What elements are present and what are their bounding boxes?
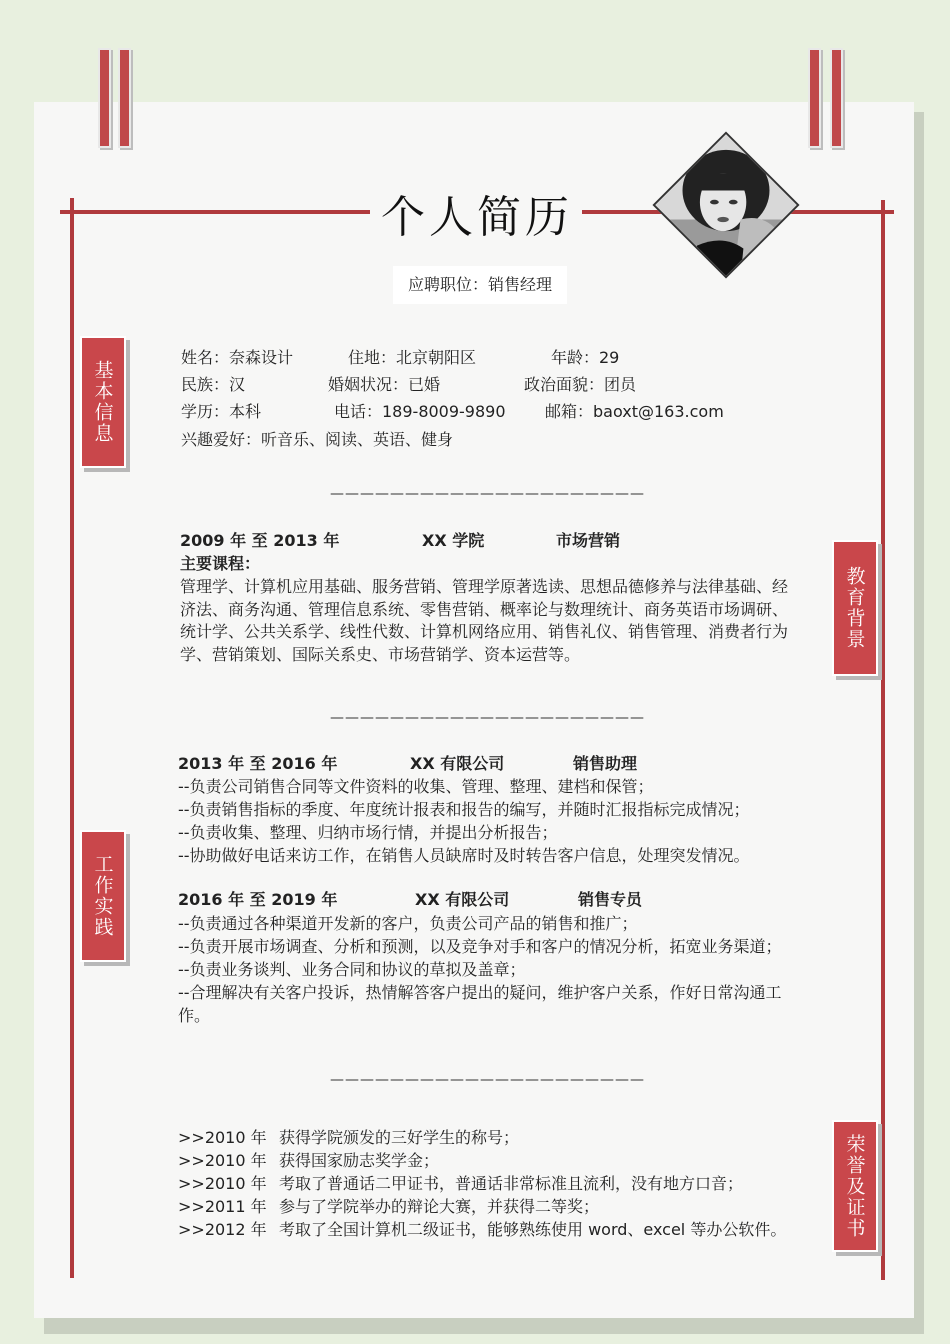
divider-2: ————————————————————— — [330, 710, 645, 726]
section-tab-honors: 荣誉及证书 — [832, 1120, 878, 1252]
info-ethnicity: 民族：汉 — [181, 375, 246, 394]
honor-year: >>2010 年 — [178, 1128, 267, 1147]
applied-position: 应聘职位：销售经理 — [393, 266, 567, 304]
work-1-duty: --协助做好电话来访工作，在销售人员缺席时及时转告客户信息，处理突发情况。 — [178, 846, 750, 865]
info-phone: 电话：189-8009-9890 — [334, 402, 506, 421]
honor-text: 考取了全国计算机二级证书，能够熟练使用 word、excel 等办公软件。 — [279, 1220, 787, 1239]
education-major: 市场营销 — [556, 531, 621, 550]
courses-label: 主要课程： — [180, 554, 261, 573]
courses-list: 管理学、计算机应用基础、服务营销、管理学原著选读、思想品德修养与法律基础、经济法、商务沟通、管理信息系统、零售营销、概率论与数理统计、商务英语市场调研、统计学、公共关系学、线性代数、计算机网络应用、销售礼仪、销售管理、消费者行为学、营销策划、国际关系史、市场营销学、资本运营等。 — [180, 577, 789, 664]
work-1-duty: --负责公司销售合同等文件资料的收集、管理、整理、建档和保管； — [178, 777, 654, 796]
honor-year: >>2011 年 — [178, 1197, 267, 1216]
divider-3: ————————————————————— — [330, 1072, 645, 1088]
work-2-duty: --负责通过各种渠道开发新的客户，负责公司产品的销售和推广； — [178, 914, 638, 933]
frame-line-left — [70, 198, 74, 1278]
paper-clip-right — [808, 48, 842, 148]
section-tab-education: 教育背景 — [832, 540, 878, 676]
honor-year: >>2012 年 — [178, 1220, 267, 1239]
work-2-company: XX 有限公司 — [415, 890, 510, 909]
work-2-duty: --合理解决有关客户投诉，热情解答客户提出的疑问，维护客户关系，作好日常沟通工作。 — [178, 983, 782, 1025]
work-1-duty: --负责销售指标的季度、年度统计报表和报告的编写，并随时汇报指标完成情况； — [178, 800, 750, 819]
info-name: 姓名：奈森设计 — [181, 348, 294, 367]
info-degree: 学历：本科 — [181, 402, 262, 421]
work-1-duty: --负责收集、整理、归纳市场行情，并提出分析报告； — [178, 823, 558, 842]
work-1-company: XX 有限公司 — [410, 754, 505, 773]
work-2-duty: --负责业务谈判、业务合同和协议的草拟及盖章； — [178, 960, 526, 979]
header-line-left — [60, 210, 370, 214]
honor-text: 参与了学院举办的辩论大赛，并获得二等奖； — [279, 1197, 600, 1216]
honor-text: 获得学院颁发的三好学生的称号； — [279, 1128, 520, 1147]
work-2-period: 2016 年 至 2019 年 — [178, 890, 338, 909]
frame-line-right — [881, 200, 885, 1280]
info-marital: 婚姻状况：已婚 — [328, 375, 441, 394]
info-political: 政治面貌：团员 — [524, 375, 637, 394]
section-tab-basic-info: 基本信息 — [80, 336, 126, 468]
honor-text: 获得国家励志奖学金； — [279, 1151, 440, 1170]
honor-text: 考取了普通话二甲证书，普通话非常标准且流利，没有地方口音； — [279, 1174, 744, 1193]
work-2-duty: --负责开展市场调查、分析和预测，以及竞争对手和客户的情况分析，拓宽业务渠道； — [178, 937, 782, 956]
work-1-role: 销售助理 — [573, 754, 638, 773]
honor-year: >>2010 年 — [178, 1174, 267, 1193]
info-hobbies: 兴趣爱好：听音乐、阅读、英语、健身 — [181, 430, 454, 449]
info-address: 住地：北京朝阳区 — [348, 348, 477, 367]
work-2-role: 销售专员 — [578, 890, 643, 909]
resume-title: 个人简历 — [375, 182, 579, 254]
info-age: 年龄：29 — [551, 348, 620, 367]
work-1-period: 2013 年 至 2016 年 — [178, 754, 338, 773]
paper-clip-left — [98, 48, 132, 148]
section-tab-work: 工作实践 — [80, 830, 126, 962]
education-school: XX 学院 — [422, 531, 485, 550]
divider-1: ————————————————————— — [330, 486, 645, 502]
education-period: 2009 年 至 2013 年 — [180, 531, 340, 550]
honor-year: >>2010 年 — [178, 1151, 267, 1170]
info-email: 邮箱：baoxt@163.com — [545, 402, 724, 421]
